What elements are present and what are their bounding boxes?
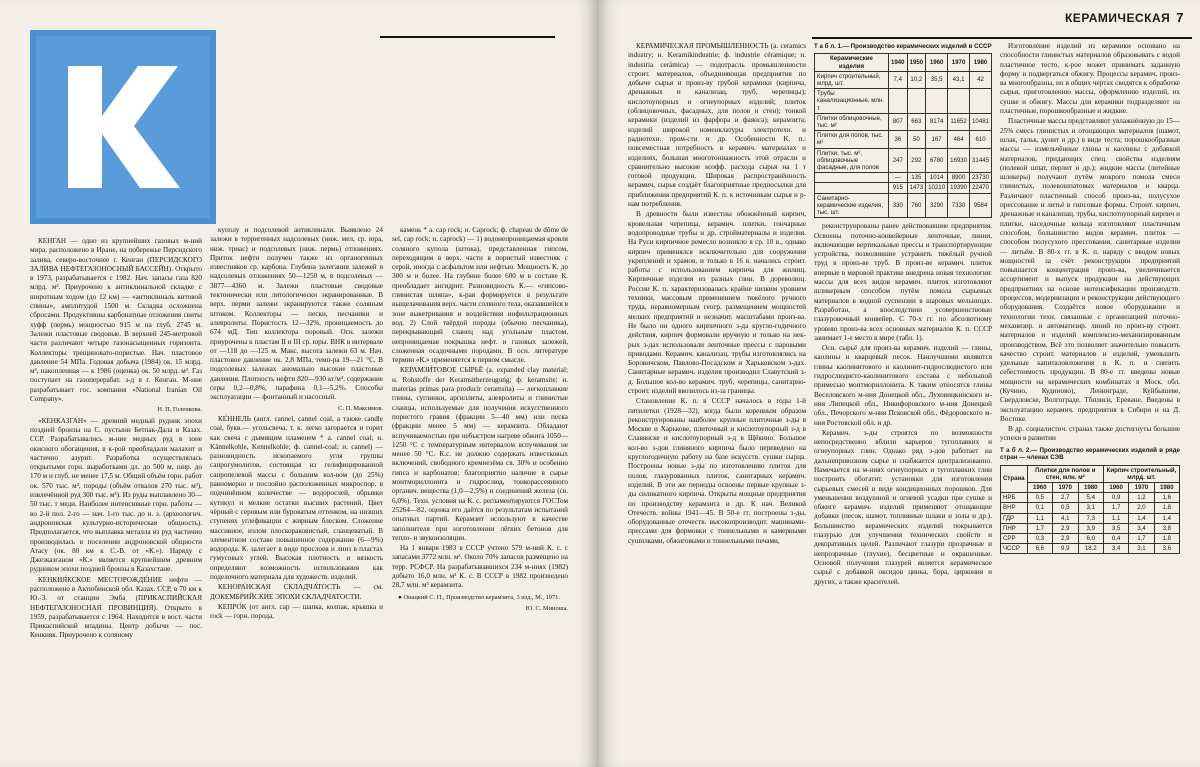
top-rule — [812, 37, 1192, 39]
entry-ceramic-industry: КЕРАМИ́ЧЕСКАЯ ПРОМЫ́ШЛЕННОСТЬ (а. ceramics industry; н. Keramikindustrie; ф. industrie céramique; и. industria cerámica) — подотрасль промышленности строит. материалов, объединяющая предприятия по добыче сырья и произ-ву грубой керамики (кирпича, дренажных и канализац. труб, черепицы); кислотоупорных и огнеупорных изделий; плиток (облицовочных, фасадных, для полов и стен); тонкой керамики (изделий из фарфора и фаянса); керамзита; изделий широкой номенклатуры электротехн. и радиотехн. пром-сти и др. Особенности К. п.: повсеместная потребность в керамич. материалах и изделиях, большая многотоннажность этой отрасли и сравнительно высокие коэфф. расхода сырья на 1 т готовой продукции. Широкая распространённость керамич. сырья создаёт благоприятные предпосылки для приближения предприятий К. п. к источникам сырья и р-нам потребления. — [628, 42, 806, 209]
table-cell: 2,7 — [1053, 493, 1078, 503]
table-row — [1001, 513, 1180, 523]
table-row — [1001, 493, 1180, 503]
table-cell: 6,6 — [1027, 544, 1052, 554]
table-cell: 610 — [970, 131, 992, 148]
table-cell — [889, 89, 908, 114]
table-year-row — [1001, 482, 1180, 492]
table-cell: 3,6 — [1154, 544, 1179, 554]
table-header-row — [815, 54, 992, 71]
table-cell: 9584 — [970, 193, 992, 218]
year-header: 1960 — [1027, 482, 1052, 492]
table-cell: 3290 — [926, 193, 948, 218]
table-cell: 915 — [889, 183, 908, 193]
year-header: 1970 — [1053, 482, 1078, 492]
row-label — [815, 173, 889, 183]
table-cell: 330 — [889, 193, 908, 218]
table-cell: 18,2 — [1078, 544, 1103, 554]
table-cell — [970, 89, 992, 114]
table-cell: 3,1 — [1078, 503, 1103, 513]
row-label: Плитки для полов, тыс. м² — [815, 131, 889, 148]
running-head — [1065, 10, 1184, 25]
table-row — [815, 131, 992, 148]
author-signature: Н. П. Голенкова. — [157, 406, 202, 414]
table-cell: 1014 — [926, 173, 948, 183]
table-cell: 43,1 — [948, 71, 970, 88]
table-cell: 10481 — [970, 113, 992, 130]
year-header: 1960 — [1104, 482, 1129, 492]
group-header: Кирпич строительный, млрд. шт. — [1104, 465, 1180, 482]
table-row — [815, 148, 992, 173]
author-signature: Ю. С. Миноша. — [525, 604, 568, 612]
row-label: Плитки, тыс. м², облицовочные фасадные, для полов — [815, 148, 889, 173]
table-header-label: Керамические изделия — [815, 54, 889, 71]
table1-caption: Т а б л. 1.— Производство керамических изделий в СССР — [814, 43, 992, 50]
row-label: Плитки облицовочные, тыс. м² — [815, 113, 889, 130]
ussr-paragraph: Становление К. п. в СССР началось в годы 1-й пятилетки (1928—32), когда были коренным образом реконструированы наиболее крупные плиточные з-ды в Москве и Харькове, плиточный и кислотоупорный з-д в Славянске и кислотоупорный з-д в Щёкино. Большое кол-во з-дов глиняного кирпича было переведено на круглогодичную работу на базе искусств. сушки сырца. Построены новые з-ды по изготовлению плиток для полов, глазурованных плиток, санитарных керамич. изделий. В эти же периоды освоены первые крупные з-ды силикатного кирпича. Открыты мощные предприятия по производству керамзита и др. К нач. Великой Отечеств. войны 1941—45. В 50-е гг. построены з-ды, оборудованные отечеств. высокопроизводит. машинами-прессами для формовки с тоннельными и камерными сушилками, обжиговыми и тоннельными печами, — [628, 397, 806, 545]
year-header: 1940 — [889, 54, 908, 71]
table-cell: 16930 — [948, 148, 970, 173]
table-row — [815, 173, 992, 183]
table-cell: 663 — [907, 113, 926, 130]
table-cell: 8174 — [926, 113, 948, 130]
entry-kenoran: КЕНОРА́НСКАЯ СКЛАДЧА́ТОСТЬ — см. ДОКЕМБРИЙСКИЕ ЭПОХИ СКЛАДЧАТОСТИ. — [210, 583, 383, 601]
table-cell: 0,4 — [1104, 534, 1129, 544]
table-cell: 1,8 — [1154, 503, 1179, 513]
table-ussr-production — [814, 53, 992, 218]
running-head-title: КЕРАМИЧЕСКАЯ — [1064, 11, 1171, 25]
table-cell: 1,4 — [1129, 513, 1154, 523]
table-cell: 42 — [970, 71, 992, 88]
table-cell: 1,6 — [1154, 493, 1179, 503]
table-cell: 6,0 — [1078, 534, 1103, 544]
entry-kenkazgan: «КЕНКАЗГА́Н» — древний медный рудник эпохи поздней бронзы на С. пустыни Бетпак-Дала в Казах. ССР. Разрабатывались м-ние медных руд в зоне окисного обогащения, в к-рой преобладали малахит и частично азурит. Разработка осуществлялась открытыми горн. выработками дл. до 500 м, шир. до 170 м и глуб. не менее 17,5 м. Общий объём горн. работ ок. 570 тыс. м³, породы (объём отвалов 270 тыс. м³), извлечённой руд 300 тыс. м³). Из руды выплавлено 30—50 тыс. т меди. Наиболее интенсивные горн. работы — во 2-й пол. 2-го — нач. 1-го тыс. до н. э. (археологич. андроновская культурно-историческая общность). Предполагается, что выплавка металла из руд частично производилась в поселении андроновской общности Атасу (ок. 80 км к С.-В. от «К.»). Наряду с Джезказганом «К.» является крупнейшим древним рудником эпохи поздней бронзы в Казахстане. — [30, 416, 202, 574]
table-row — [815, 183, 992, 193]
entry-kenkiyak: КЕНКИЯ́КСКОЕ МЕСТОРОЖДЕ́НИЕ нефти — расположено в Актюбинской обл. Казах. ССР, в 70 км к Ю.-З. от станции Эмба (ПРИКАСПИЙСКАЯ НЕФТЕГАЗОНОСНАЯ ПРОВИНЦИЯ). Открыто в 1959, разрабатывается с 1964. Находится в вост. части Прикаспийской впадины. Центр добычи — пос. Кенкияк. Приурочено к соляному — [30, 575, 202, 640]
entry-keramzit: КЕРАМЗИ́ТОВОЕ СЫРЬЁ (а. expanded clay material; н. Rohstoffe der Keramsitherzeugung; ф. keramsite; и. materias primas para producir ceramsita) — легкоплавкие глины, суглинки, аргиллиты, алевролиты и глинистые сланцы, используемые для получения искусственного пористого гравия (фракции 5—40 мм) или песка (фракции менее 5 мм) — керамзита. Обладают вспучиваемостью при небыстром нагреве обжига 1050—1250 °С с температурным интервалом вспучивания не менее 50 °С. К.с. не должно содержать известковых включений, свободного кремнезёма св. 30% и особенно гипса и карбонатов; благоприятно наличие в сырье монтмориллонита и гидрослюд, тонкорассеянного органич. вещества (1,0—2,5%) и соединений железа (св. 6,0%). Техн. условия на К. с. регламентируются ГОСТом 25264—82, оценка его даётся по результатам испытаний опытных партий. Керамзит используют в качестве заполнителя при изготовлении лёгких бетонов для тепло- и звукоизоляции. — [392, 366, 568, 542]
table-cell: 50 — [907, 131, 926, 148]
table-cell: 11652 — [948, 113, 970, 130]
table-cell: 1,1 — [1104, 513, 1129, 523]
table-header-row — [1001, 465, 1180, 482]
table-cell — [948, 89, 970, 114]
table-cell: 0,9 — [1104, 493, 1129, 503]
left-page — [0, 0, 598, 767]
author-signature: С. П. Максимов. — [338, 404, 383, 412]
raw-materials-paragraph: Осн. сырьё для произ-ва керамич. изделий — глины, каолины и кварцевый песок. Наилучшими являются глины каолинитового и каолинит-гидрослюдистого или гидрослюдисто-каолинитового состава с небольшой примесью монтмориллонита. К таким относятся глины Веселовского м-ния Донецкой обл., Луховицкинского м-ния Липецкой обл., Никифоровского м-ния Донецкой обл., Печорского м-ния Псковской обл., Фёдоровского м-ния Ростовской обл. и др. — [814, 344, 992, 427]
table-cell: 35,5 — [926, 71, 948, 88]
table-cell: 167 — [926, 131, 948, 148]
table-cell: 3,1 — [1129, 544, 1154, 554]
group-header: Плитки для полов и стен, млн. м² — [1027, 465, 1103, 482]
table-cell: 1,1 — [1027, 513, 1052, 523]
manufacturing-paragraph: Изготовление изделий из керамики основано на способности глинистых материалов образовывать с водой пластичное тесто, к-рое может принимать заданную форму и подвергаться обжигу. Процессы керамич. произ-ва многообразны, но в общих чертах сводятся к обработке сырья, приготовлению массы, оформлению изделий, их сушке и обжигу. Массы для керамики подразделяют на пластичные, порошкообразные и жидкие. — [1000, 42, 1180, 116]
table-cell: 3,4 — [1129, 523, 1154, 533]
table-cell: 31445 — [970, 148, 992, 173]
table-cell: 0,1 — [1027, 503, 1052, 513]
entry-kennel: КЕ́ННЕЛЬ (англ. cannel, cannel coal, а также candle coal, букв.— угольсвеча, т. к. легко загорается и горит как свеча с дымящим пламенем * а. cannel coal; н. Kännelkohle, Kennelkohle; ф. cannel-coal; и. cannel) — разновидность ископаемого угля группы сапрогумолитов, состоящая из гелифицированной сапропелевой массы с большим кол-вом (до 25%) равномерно и послойно расположенных микроспор, в подчинённом количестве — водорослей, обрывки кутикул и мелкие остатки высших растений. Цвет чёрный с серовым или буроватым оттенком, на низших ступенях углефикации с жирным блеском. Сложение массивное, излом плоскораковистый, сланцеватый. В элементном составе повышенное содержание (6—9%) водорода. К. залегает в виде прослоев и линз в пластах гумусовых углей. Высокая плотность и вязкость определяют возможность использования как поделочного материала для художеств. изделий. — [210, 414, 383, 581]
table-cell: 1,4 — [1154, 513, 1179, 523]
table-cell: 1,7 — [1129, 534, 1154, 544]
table-cell: 1473 — [907, 183, 926, 193]
left-column-3 — [392, 226, 568, 757]
table-cell: 6780 — [926, 148, 948, 173]
table-cell: 292 — [907, 148, 926, 173]
table-row — [1001, 523, 1180, 533]
row-label: СРР — [1001, 534, 1028, 544]
initial-letter-block — [30, 30, 216, 224]
table-cell: 135 — [907, 173, 926, 183]
table-cell: 36 — [889, 131, 908, 148]
table-cell: 3,4 — [1104, 544, 1129, 554]
table-row — [815, 113, 992, 130]
table-cell: 9,9 — [1053, 544, 1078, 554]
year-header: 1970 — [948, 54, 970, 71]
right-column-3 — [1000, 42, 1180, 758]
table-row — [1001, 544, 1180, 554]
row-label: Трубы канализационные, млн. т — [815, 89, 889, 114]
table-cell: 3,5 — [1104, 523, 1129, 533]
year-header: 1980 — [1078, 482, 1103, 492]
table-cell: 3,9 — [1078, 523, 1103, 533]
masses-paragraph: Пластичные массы представляют увлажнённую до 15—25% смесь глинистых и отощающих материалов (шамот, шлак, тальк, дунит и др.) в виде теста; порошкообразные массы — измельчённые глины и каолины с добавкой материалов, придающих спец. свойства изделиям (полевой шпат, перлит и др.); жидкие массы (литейные шликеры) получают путём мокрого помола смеси глинистых, полевошпатовых материалов и кварца. Различают пластичный способ произ-ва, полусухое прессование и литьё в гипсовые формы. Строит. кирпич, дренажные и канализац. трубы, кислотоупорный кирпич и плитки, наседочные кольца изготовляют пластичным способом, большинство видов керамич. плиток — способом полусухого прессования, санитарные изделия — литьём. В 80-х гг. в К. п. наряду с вводом новых мощностей за счёт реконструкции предприятий повышается концентрация произ-ва, увеличивается ассортимент и выпуск продукции на действующих предприятиях на основе интенсификации производств. процессов, модернизации и реконструкции действующего оборудования. Создаётся новое оборудование и технологии техн. связанные с организацией поточно-механизир. и автоматизир. линий по произ-ву строит. материалов и изделий комплексно-механизированным производством. Всё это позволяет значительно повысить качество строит. материалов и изделий, уменьшить удельные капиталовложения в К. п. и снизить себестоимость продукции. В 80-е гг. введены новые мощности на керамических комбинатах в Моск. обл. (Кучино, Кудиново), Ленинграде, Куйбышеве, Свердловске, Волгограде, Тбилиси, Ереване. Введены в эксплуатацию керамич. предприятия в Сибири и на Д. Востоке. — [1000, 117, 1180, 423]
row-label: Кирпич строительный, млрд. шт. — [815, 71, 889, 88]
year-header: 1980 — [1154, 482, 1179, 492]
table-comecon-production — [1000, 465, 1180, 555]
year-header: 1960 — [926, 54, 948, 71]
table-cell: 7,3 — [1078, 513, 1103, 523]
table-cell: 2,9 — [1053, 534, 1078, 544]
row-label: Санитарно-керамические изделия, тыс. шт. — [815, 193, 889, 218]
left-column-2 — [210, 226, 383, 757]
table-cell: 1,7 — [1027, 523, 1052, 533]
table-cell: 10210 — [926, 183, 948, 193]
year-header: 1950 — [907, 54, 926, 71]
page-number: 7 — [1176, 10, 1184, 25]
reconstruction-paragraph: реконструированы ранее действовавшие предприятия. Освоены поточно-конвейерные ленточные, линии, включающие вертикальные прессы и транспортирующие устройства, позволившие устранить тяжёлый ручной труд в произ-ве труб. В произ-ве керамич. плиток впервые в мировой практике внедрена новая технология: массы для всех видов керамич. плиток изготовляют шликерным способом путём помола сырьевых материалов в водной суспензии в шаровых мельницах. Разработан, а впоследствии усовершенствован глазуровочный конвейер. С 70-х гг. по абсолютному уровню произ-ва всех основных материалов К. п. СССР занимает 1-е место в мире (табл. 1). — [814, 222, 992, 342]
year-header: 1980 — [970, 54, 992, 71]
plants-paragraph: Керамич. з-ды строятся по возможности непосредственно вблизи карьеров тугоплавких и огнеупорных глин. Однако ряд з-дов работает на дальнепривозном сырье и снабжается централизованно. Намечается на м-ниях огнеупорных и тугоплавких глин построить обогатит. установки для изготовления сырьевых смесей в виде кондиционных порошков. Для уменьшения воздушной и огневой усадки при сушке и обжиге керамич. изделий применяют отощающие добавки (песок, шамот, топливные шлаки и золы и др.). Большинство керамических изделий покрывается глазурью для улучшения технических свойств и декоративных целей. Различают глазури прозрачные и непрозрачные (глухие), бесцветные и окрашенные. Основой получения глазурей является керамическое сырьё с добавкой оксидов цинка, бора, циркония и других, а также красителей. — [814, 428, 992, 586]
table-row — [1001, 503, 1180, 513]
table-cell: 1,7 — [1104, 503, 1129, 513]
right-column-1 — [628, 42, 806, 758]
table-row — [815, 89, 992, 114]
left-column-1 — [30, 237, 202, 757]
table-row — [815, 193, 992, 218]
year-header: 1970 — [1129, 482, 1154, 492]
table-cell: 0,5 — [1053, 503, 1078, 513]
socialist-countries-paragraph: В др. социалистич. странах также достигнуты большие успехи в развитии — [1000, 425, 1180, 443]
table-cell: 19390 — [948, 183, 970, 193]
table2-caption: Т а б л. 2.— Производство керамических изделий в ряде стран — членах СЭВ — [1000, 446, 1180, 462]
entry-keprok: КЕПРО́К (от англ. cap — шапка, колпак, крышка и rock — горн. порода, — [210, 602, 383, 621]
table-cell: 22470 — [970, 183, 992, 193]
row-label: ЧССР — [1001, 544, 1028, 554]
table-cell — [926, 89, 948, 114]
table-cell: 1,8 — [1154, 534, 1179, 544]
entry-keramzit-stats: На 1 января 1983 в СССР учтено 579 м-ний К. с. с запасами 3772 млн. м³. Около 70% запасов размещено на терр. РСФСР. На разрабатывавшихся 234 м-ниях (1982) добыто 16,0 млн. м³ К. с. В СССР в 1982 произведено 28,7 млн. м³ керамзита. — [392, 544, 568, 590]
table-cell: 0,3 — [1027, 534, 1052, 544]
top-rule — [380, 36, 555, 38]
row-label: ГДР — [1001, 513, 1028, 523]
right-column-2 — [814, 42, 992, 758]
table-row — [815, 71, 992, 88]
table-cell: 7,4 — [889, 71, 908, 88]
table-cell — [907, 89, 926, 114]
table-cell: 464 — [948, 131, 970, 148]
row-label — [815, 183, 889, 193]
table-cell: 807 — [889, 113, 908, 130]
history-paragraph: В древности были известны обожжённый кирпич, кровельная черепица, керамич. плитки, гончарные водопроводные трубы и др. стройматериалы и изделия. На Руси кирпичное ремесло возникло в ср. 10 в., однако кирпич применялся исключительно для сооружения укреплений и храмов, и только в 16 в. начались строит. работы с использованием кирпича для жилищ. Кирпичные изделия из разных глин. В дореволюц. России К. п. характеризовалась крайне низким уровнем техники, массовым применением тяжёлого ручного труда, неравномерным геогр. размещением мощностей мелких предприятий и незначит. масштабами произ-ва. Не было ни одного кирпичного з-да кругло-годичного действия, кирпич формовали вручную и только на нек-рых з-дах использовали ленточные прессы с паровыми приводами. Керамич. канализац. трубы изготовлялись на Боровичском, Павлово-Посадском и Харьковском з-дах. Санитарные керамич. изделия производил Славутский з-д. Большое кол-во керамич. труб, черепицы, санитарно-строит. изделий ввозилось из-за границы. — [628, 210, 806, 395]
table-cell: 247 — [889, 148, 908, 173]
table-cell: 8900 — [948, 173, 970, 183]
table-cell: 2,0 — [1129, 503, 1154, 513]
table-cell: 7330 — [948, 193, 970, 218]
table-cell: — — [889, 173, 908, 183]
table-cell: 2,9 — [1053, 523, 1078, 533]
entry-kengan: КЕНГА́Н — одно из крупнейших газовых м-ний мира, расположено в Иране, на побережье Персидского залива, северо-восточнее г. Кенган (ПЕРСИДСКОГО ЗАЛИВА НЕФТЕГАЗОНОСНЫЙ БАССЕЙН). Открыто в 1973, разрабатывается с 1982. Нач. запасы газа 820 млрд. м³. Приурочено к антиклинальной складке с широтным ходом (до 12 км) — «антиклиналь китовой спины», амплитудой 1500 м. Складка осложнена сбросами. Продуктивны карбонатные отложения свиты хуфф (пермь) мощностью 915 м на глуб. 2745 м. Залежи пластовые сводовые. В верхней 245-метровой части различают четыре газонасыщенных горизонта. Коллекторы трещиновато-пористые. Нач. пластовое давление 54 МПа. Годовая добыча (1984) ок. 15 млрд. м³, накопленная — к 1986 (оценка) ок. 50 млрд. м³. Газ поступает на газоперерабат. з-д в г. Кенган. М-ние разрабатывает гос. компания «National Iranian Oil Company». — [30, 237, 202, 404]
right-page — [598, 0, 1200, 767]
row-label: ПНР — [1001, 523, 1028, 533]
bibliography: ● Онацкий С. П., Производство керамзита, 3 изд., М., 1971. — [398, 593, 560, 601]
table-row — [1001, 534, 1180, 544]
table-cell: 1,2 — [1129, 493, 1154, 503]
entry-keprok-cont: камень * а. cap rock; н. Caprock; ф. chapeau de dôme de sel, cap rock; и. caprock) — 1) водонепроницаемая кровля соляного купола (штока), представленная гипсом, переходящим в верх. части в пористый известняк с серой, иногда с асфальтом или нефтью. Мощность К. до 300 м и более. На глубине более 600 м в составе К. преобладает ангидрит. Разновидность К.— «гипсово-глинистая шляпа», к-рая формируется в результате выщелачивания верх. части соляного тела, оказавшейся в зоне выветривания и воздействия инфильтрационных вод. 2) Слой твёрдой породы (обычно песчаника), перекрывающий сланец над угольным пластом, непроницаемая покрышка нефт. и газовых залежей, сложенная осадочными породами. В осн. литературе термин «К.» применяется в первом смысле. — [392, 226, 568, 365]
table-cell: 10,2 — [907, 71, 926, 88]
entry-kenkiyak-cont: куполу и подсолевой антиклинали. Выявлено 24 залежи в терригенных надсолевых (ниж. мел, ср. юра, ниж. триас) и подсолевых (ниж. пермь) отложениях. Приток нефти получен также из органогенных известняков ср. карбона. Глубина залегания залежей в надсолевых отложениях 50—1250 м, в подсолевых — 3877—4360 м. Залежи пластовые сводовые тектонически или литологически экранированные. В верх. перми залежи экранируются также соляным штоком. Коллекторы — пески, песчаники и алевролиты. Пористость 12—32%, проницаемость до 674 мД. Тип коллектора поровый. Осн. залежи приурочены к пластам II и III ср. юры. ВНК в интервале от —118 до —125 м. Макс. высота залежи 63 м. Нач. пластовое давление ок. 2,8 МПа, темп-ра 19—21 °С. В подсолевых залежах аномально высокие пластовые давления. Плотность нефти 820—930 кг/м³, содержание серы 0,2—0,8%, парафина 0,1—5,2%. Способы эксплуатации — фонтанный и насосный. — [210, 226, 383, 402]
table-cell: 0,5 — [1027, 493, 1052, 503]
row-label: ВНР — [1001, 503, 1028, 513]
table-cell: 23730 — [970, 173, 992, 183]
letter-k-icon — [30, 30, 216, 224]
country-header: Страна — [1001, 465, 1028, 493]
table-cell: 4,1 — [1053, 513, 1078, 523]
table-cell: 760 — [907, 193, 926, 218]
row-label: НРБ — [1001, 493, 1028, 503]
table-cell: 3,8 — [1154, 523, 1179, 533]
table-cell: 5,4 — [1078, 493, 1103, 503]
